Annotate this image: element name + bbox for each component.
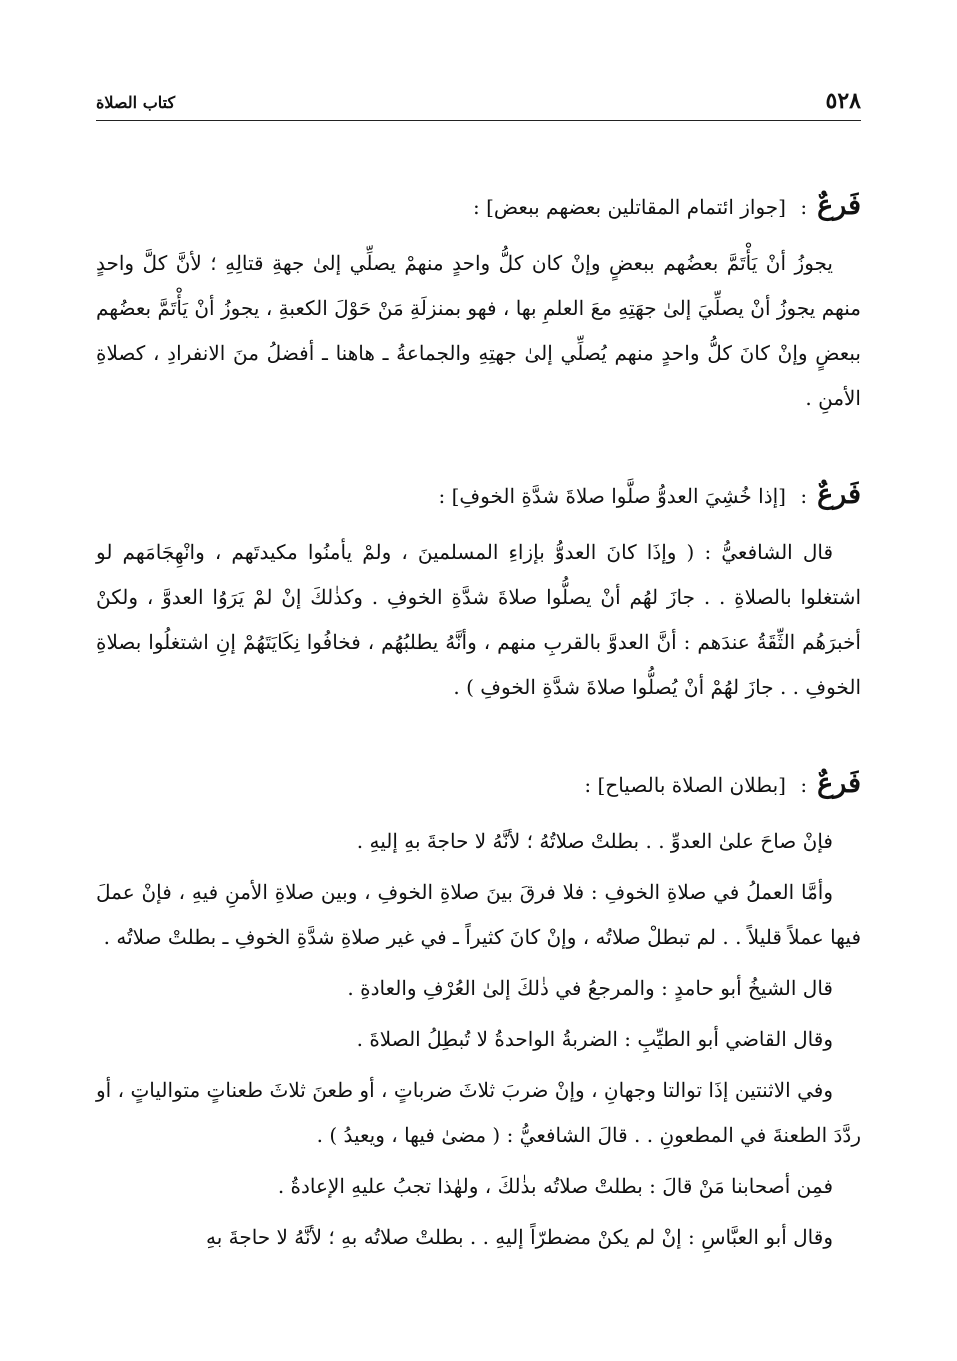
section-title: [بطلان الصلاة بالصياح] xyxy=(597,773,786,797)
page-number: ٥٢٨ xyxy=(825,88,861,114)
section-heading xyxy=(96,473,861,518)
chapter-title: كتاب الصلاة xyxy=(96,93,176,112)
colon-separator: : xyxy=(473,195,480,219)
paragraph: وقال أبو العبَّاسِ : إنْ لم يكنْ مضطرّاً إليهِ . . بطلتْ صلاتُه بهِ ؛ لأنَّهُ لا حاجةَ بهِ xyxy=(206,1225,833,1249)
paragraph: فمِن أصحابنا مَنْ قالَ : بطلتْ صلاتُه بذٰلكَ ، ولهٰذا تجبُ عليهِ الإعادةُ . xyxy=(277,1174,833,1198)
colon-separator: : xyxy=(800,484,808,508)
colon-separator: : xyxy=(438,484,446,508)
paragraph: يجوزُ أنْ يَأْتَمَّ بعضُهم ببعضٍ وإنْ كان كلُّ واحدٍ منهمْ يصلِّي إلىٰ جهةِ قتالِهِ ؛ لأنَّ كلَّ واحدٍ منهم يجوزُ أنْ يصلِّيَ إلىٰ جهَتِهِ معَ العلمِ بها ، فهو بمنزلَةِ مَنْ حَوْلَ الكعبةِ ، يجوزُ أنْ يَأْتَمَّ بعضُهم ببعضٍ وإنْ كانَ كلُّ واحدٍ منهم يُصلِّي إلىٰ جهتِهِ والجماعةُ ـ هاهنا ـ أفضلُ منَ الانفرادِ ، كصلاةِ الأمنِ . xyxy=(96,251,861,410)
section-label: فَرعٌ xyxy=(817,479,861,510)
paragraph: قال الشافعيُّ : ( وإذَا كانَ العدوُّ بإزاءِ المسلمينَ ، ولمْ يأمنُوا مكيدتَهم ، وانْهِجَامَهم لو اشتغلوا بالصلاةِ . . جازَ لهُم أنْ يصلُّوا صلاةَ شدَّةِ الخوفِ . وكذٰلكَ إنْ لمْ يَرَوُا العدوَّ ، ولكنْ أخبرَهُم الثِّقَةُ عندَهم : أنَّ العدوَّ بالقربِ منهم ، وأنَّهُ يطلبُهُم ، فخافُوا نِكَايَتَهُمْ إنِ اشتغلُوا بصلاةِ الخوفِ . . جازَ لهُمْ أنْ يُصلُّوا صلاةَ شدَّةِ الخوفِ ) . xyxy=(96,540,861,699)
section-label: فَرعٌ xyxy=(817,190,861,221)
section-title: [جواز ائتمام المقاتلين بعضهم ببعض] xyxy=(486,195,786,219)
paragraph: وفي الاثنتين إذَا توالتا وجهانِ ، وإنْ ضربَ ثلاثَ ضرباتٍ ، أو طعنَ ثلاثَ طعناتٍ متوالياتٍ ، أو ردَّدَ الطعنةَ في المطعونِ . . قالَ الشافعيُّ : ( مضىٰ فيها ، ويعيدُ ) . xyxy=(96,1078,861,1147)
body-text xyxy=(96,168,861,1266)
section-gap xyxy=(96,427,861,457)
paragraph: قال الشيخُ أبو حامدٍ : والمرجعُ في ذٰلكَ إلىٰ العُرْفِ والعادةِ . xyxy=(347,976,833,1000)
colon-separator: : xyxy=(800,195,808,219)
colon-separator: : xyxy=(800,773,808,797)
section-heading xyxy=(96,184,861,229)
section-label: فَرعٌ xyxy=(817,768,861,799)
section-gap xyxy=(96,716,861,746)
section-heading xyxy=(96,762,861,807)
colon-separator: : xyxy=(584,773,592,797)
paragraph: وقال القاضي أبو الطيِّبِ : الضربةُ الواحدةُ لا تُبطِلُ الصلاةَ . xyxy=(356,1027,833,1051)
paragraph: فإنْ صاحَ علىٰ العدوِّ . . بطلتْ صلاتُهُ ؛ لأنَّهُ لا حاجةَ بهِ إليهِ . xyxy=(356,829,833,853)
section-title: [إذا خُشِيَ العدوُّ صلَّوا صلاةَ شدَّةِ الخوفِ] xyxy=(451,484,786,508)
running-header xyxy=(96,84,861,121)
paragraph: وأمَّا العملُ في صلاةِ الخوفِ : فلا فرقَ بينَ صلاةِ الخوفِ ، وبين صلاةِ الأمنِ فيهِ ، فإنْ عملَ فيها عملاً قليلاً . . لم تبطلْ صلاتُه ، وإنْ كانَ كثيراً ـ في غير صلاةِ شدَّةِ الخوفِ ـ بطلتْ صلاتُه . xyxy=(96,880,861,949)
